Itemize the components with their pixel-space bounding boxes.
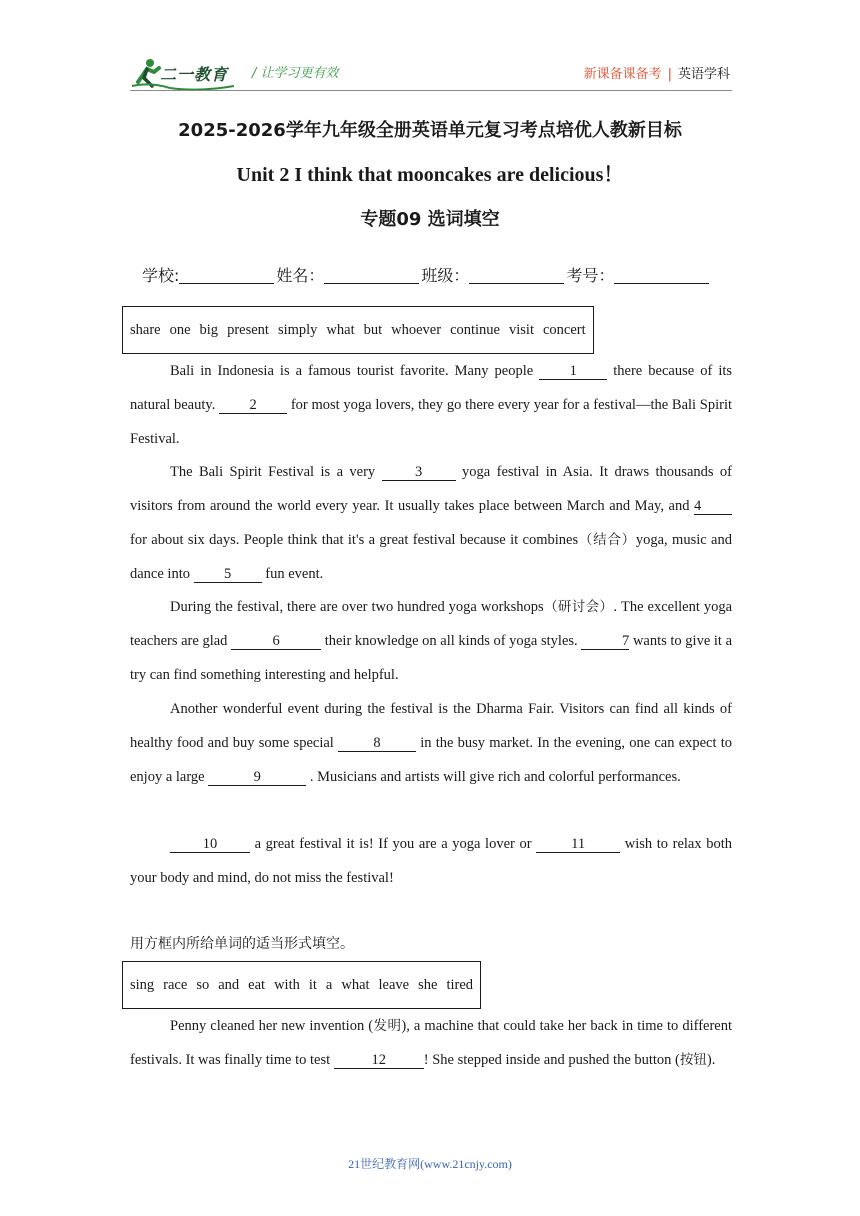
passage1-paragraph-2	[130, 455, 732, 591]
word-item: with	[274, 977, 300, 993]
passage1-paragraph-4	[130, 692, 732, 794]
class-field[interactable]	[469, 267, 564, 284]
text: yoga, music and dance into	[130, 532, 732, 582]
passage1-paragraph-5	[130, 827, 732, 895]
header-subject-label: 英语学科	[677, 67, 730, 82]
text: in the busy market. In the evening, one can expect to enjoy a large	[130, 735, 733, 785]
blank-10[interactable]: 10	[170, 836, 250, 853]
number-field[interactable]	[614, 267, 709, 284]
word-item: continue	[450, 322, 500, 338]
logo-text: 二一教育	[160, 65, 229, 84]
text: ! She stepped inside and pushed the button (	[423, 1052, 680, 1068]
blank-11[interactable]: 11	[536, 836, 620, 853]
header-divider	[130, 90, 732, 91]
passage1-paragraph-3	[130, 590, 732, 692]
page-footer: 21世纪教育网(www.21cnjy.com)	[348, 1157, 512, 1171]
text: ), a machine that could take her back in time to different festivals. It was finally time to test	[130, 1018, 733, 1068]
student-info-line	[142, 263, 711, 286]
word-item: and	[218, 977, 240, 993]
word-item: eat	[248, 977, 266, 993]
text: for about six days. People think that it's a great festival because it combines	[130, 532, 579, 548]
text: ).	[706, 1052, 716, 1068]
blank-5[interactable]: 5	[194, 566, 262, 583]
header-course-label: 新课备课备考	[583, 67, 662, 82]
text: 发明	[373, 1018, 402, 1034]
word-item: sing	[130, 977, 155, 993]
word-item: a	[325, 977, 333, 993]
blank-1[interactable]: 1	[539, 363, 607, 380]
word-item: what	[341, 977, 370, 993]
logo	[130, 56, 240, 92]
word-box-2	[122, 961, 481, 1009]
text: （研讨会）	[543, 599, 614, 615]
word-item: race	[163, 977, 188, 993]
instruction-text: 用方框内所给单词的适当形式填空。	[130, 936, 354, 952]
number-label: 考号：	[566, 266, 615, 285]
blank-3[interactable]: 3	[382, 464, 456, 481]
name-label: 姓名：	[276, 266, 325, 285]
text: fun event.	[265, 566, 324, 582]
blank-4[interactable]: 4	[694, 498, 732, 515]
word-item: tired	[446, 977, 474, 993]
text: wish to relax both your body and mind, do not miss the festival!	[130, 836, 732, 886]
text: yoga festival in Asia. It draws thousands of visitors from around the world every year. It usually takes place between March and May, and	[130, 464, 733, 514]
text: 按钮	[679, 1052, 707, 1068]
school-label: 学校:	[142, 266, 180, 285]
blank-6[interactable]: 6	[231, 633, 321, 650]
word-item: share	[130, 322, 161, 338]
text: their knowledge on all kinds of yoga styles.	[324, 633, 578, 649]
text: for most yoga lovers, they go there every year for a festival—the Bali Spirit Festival.	[130, 397, 733, 447]
page-header	[130, 56, 730, 92]
text: . Musicians and artists will give rich and colorful performances.	[309, 769, 681, 785]
word-item: visit	[509, 322, 534, 338]
slogan: / 让学习更有效	[252, 66, 339, 81]
unit-title: Unit 2 I think that mooncakes are delicious！	[236, 164, 624, 186]
document-title: 2025-2026学年九年级全册英语单元复习考点培优人教新目标	[178, 120, 682, 141]
header-subject	[584, 63, 730, 82]
header-separator: |	[667, 67, 672, 82]
text: Penny cleaned her new invention (	[170, 1018, 374, 1034]
passage2-paragraph-1	[130, 1009, 732, 1077]
text: Another wonderful event during the festival is the Dharma Fair. Visitors can find all kinds of healthy food and buy some special	[130, 701, 732, 751]
word-item: simply	[277, 322, 318, 338]
blank-8[interactable]: 8	[338, 735, 416, 752]
word-item: one	[169, 322, 191, 338]
text: During the festival, there are over two hundred yoga workshops	[170, 599, 544, 615]
name-field[interactable]	[324, 267, 419, 284]
word-item: what	[326, 322, 355, 338]
word-item: concert	[542, 322, 586, 338]
blank-2[interactable]: 2	[219, 397, 287, 414]
school-field[interactable]	[179, 267, 274, 284]
blank-12[interactable]: 12	[334, 1052, 424, 1069]
text: wants to give it a try can find something interesting and helpful.	[130, 633, 733, 683]
word-item: whoever	[391, 322, 442, 338]
text: a great festival it is! If you are a yoga lover or	[254, 836, 532, 852]
text: there because of its natural beauty.	[130, 363, 733, 413]
word-item: but	[363, 322, 383, 338]
word-item: present	[227, 322, 269, 338]
word-item: she	[418, 977, 438, 993]
topic-title: 专题09 选词填空	[360, 209, 500, 230]
text: Bali in Indonesia is a famous tourist favorite. Many people	[170, 363, 534, 379]
text: （结合）	[578, 532, 636, 548]
passage1-paragraph-1	[130, 354, 732, 456]
word-box-1	[122, 306, 594, 354]
word-item: big	[199, 322, 219, 338]
text: The Bali Spirit Festival is a very	[170, 464, 376, 480]
text: . The excellent yoga teachers are glad	[130, 599, 733, 649]
word-item: so	[196, 977, 210, 993]
class-label: 班级：	[421, 266, 470, 285]
word-item: leave	[378, 977, 410, 993]
word-item: it	[308, 977, 317, 993]
blank-7[interactable]: 7	[581, 633, 629, 650]
blank-9[interactable]: 9	[208, 769, 306, 786]
